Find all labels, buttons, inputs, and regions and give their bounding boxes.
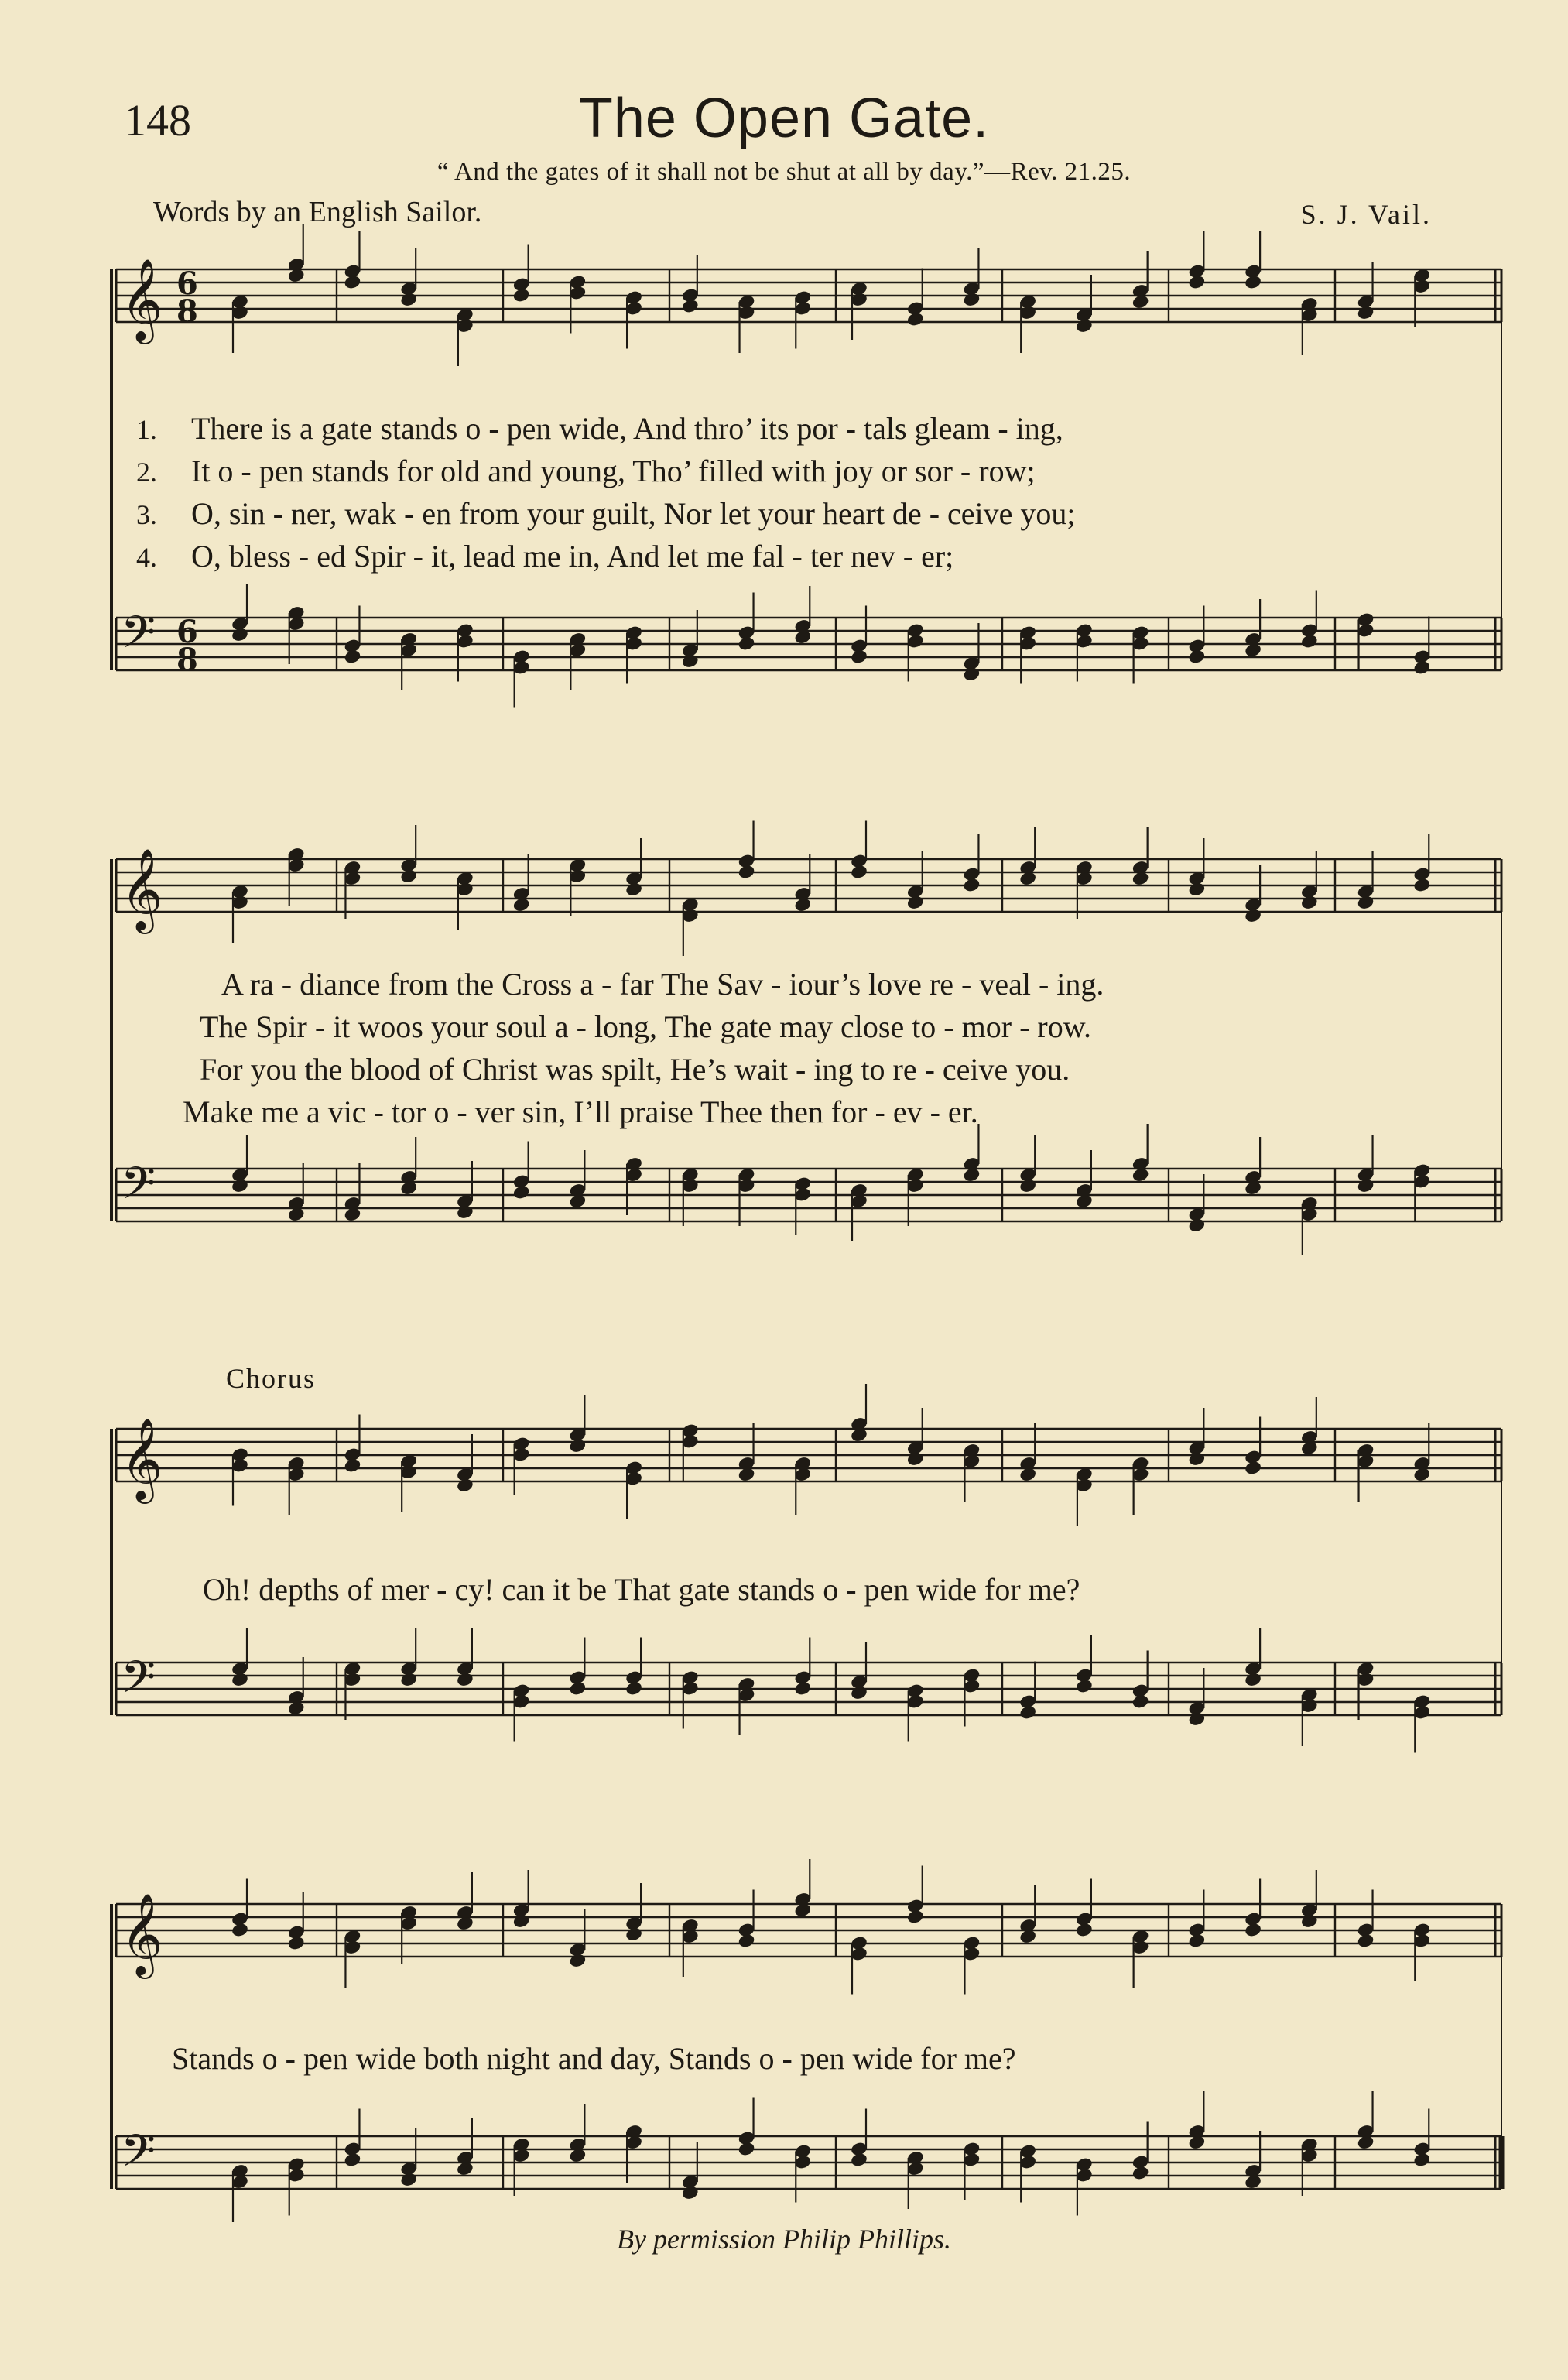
verse-number: 4. bbox=[136, 542, 157, 573]
note-head bbox=[1357, 305, 1375, 321]
note-head bbox=[1357, 895, 1375, 911]
note-head bbox=[1187, 1711, 1206, 1728]
note-head bbox=[231, 627, 249, 643]
note-head bbox=[1019, 1178, 1037, 1194]
scripture-epigraph: “ And the gates of it shall not be shut at all by day.”—Rev. 21.25. bbox=[437, 158, 1131, 186]
note-head bbox=[1244, 1672, 1262, 1688]
note-head bbox=[850, 1685, 868, 1701]
treble-clef-icon: 𝄞 bbox=[121, 258, 163, 341]
time-signature-top: 6 bbox=[176, 265, 198, 302]
bass-clef-icon: 𝄢 bbox=[121, 2125, 156, 2188]
note-head bbox=[1187, 882, 1206, 898]
note-head bbox=[1357, 1178, 1375, 1194]
note-head bbox=[456, 1478, 474, 1494]
composer-credit: S. J. Vail. bbox=[1300, 199, 1432, 230]
note-head bbox=[962, 292, 981, 308]
bass-clef-icon: 𝄢 bbox=[121, 606, 156, 669]
note-head bbox=[399, 2172, 418, 2188]
verse-3-line-1: 3. O, sin - ner, wak - en from your guilt, Nor let your heart de - ceive you; bbox=[136, 496, 1076, 531]
bass-clef-icon: 𝄢 bbox=[121, 1651, 156, 1714]
treble-clef-icon: 𝄞 bbox=[121, 1417, 163, 1500]
note-head bbox=[1300, 633, 1319, 649]
note-head bbox=[906, 311, 925, 327]
note-head bbox=[1244, 908, 1262, 924]
note-head bbox=[568, 1953, 587, 1969]
note-head bbox=[1357, 1933, 1375, 1949]
note-head bbox=[399, 868, 418, 885]
verse-1-line-1: 1. There is a gate stands o - pen wide, And thro’ its por - tals gleam - ing, bbox=[136, 411, 1063, 446]
verse-3-line-2: For you the blood of Christ was spilt, He’s wait - ing to re - ceive you. bbox=[200, 1052, 1070, 1087]
time-signature-bottom: 8 bbox=[176, 293, 198, 330]
note-head bbox=[1075, 1678, 1094, 1694]
time-signature-bottom: 8 bbox=[176, 642, 198, 678]
note-head bbox=[568, 1438, 587, 1454]
permission-credit: By permission Philip Phillips. bbox=[617, 2224, 951, 2255]
verse-1-line-2: A ra - diance from the Cross a - far The Sav - iour’s love re - veal - ing. bbox=[221, 967, 1104, 1002]
chorus-line-2: Stands o - pen wide both night and day, Stands o - pen wide for me? bbox=[172, 2041, 1016, 2076]
note-head bbox=[625, 882, 643, 898]
note-head bbox=[399, 292, 418, 308]
note-head bbox=[1187, 1933, 1206, 1949]
verse-4-line-2: Make me a vic - tor o - ver sin, I’ll praise Thee then for - ev - er. bbox=[183, 1094, 978, 1129]
note-head bbox=[850, 2152, 868, 2168]
verse-number: 2. bbox=[136, 457, 157, 488]
time-signature-top: 6 bbox=[176, 614, 198, 650]
verse-number: 1. bbox=[136, 414, 157, 445]
verse-2-line-2: The Spir - it woos your soul a - long, The gate may close to - mor - row. bbox=[200, 1009, 1091, 1044]
note-head bbox=[681, 653, 700, 669]
note-head bbox=[625, 1926, 643, 1943]
note-head bbox=[456, 1672, 474, 1688]
note-head bbox=[681, 2185, 700, 2201]
note-head bbox=[1300, 1913, 1319, 1930]
note-head bbox=[1075, 318, 1094, 334]
treble-clef-icon: 𝄞 bbox=[121, 848, 163, 930]
note-head bbox=[681, 298, 700, 314]
note-head bbox=[512, 1184, 531, 1200]
note-head bbox=[343, 2152, 361, 2168]
note-head bbox=[906, 1451, 925, 1467]
note-head bbox=[343, 1457, 361, 1474]
hymn-title: The Open Gate. bbox=[578, 87, 990, 149]
note-head bbox=[456, 1204, 474, 1221]
note-head bbox=[399, 1672, 418, 1688]
verse-number: 3. bbox=[136, 499, 157, 530]
verse-2-line-1: 2. It o - pen stands for old and young, Tho’ filled with joy or sor - row; bbox=[136, 454, 1036, 488]
page-number: 148 bbox=[124, 95, 191, 146]
note-head bbox=[1300, 895, 1319, 911]
note-head bbox=[1131, 2165, 1150, 2181]
note-head bbox=[906, 895, 925, 911]
note-head bbox=[738, 1933, 756, 1949]
words-credit: Words by an English Sailor. bbox=[153, 196, 482, 228]
note-head bbox=[231, 1672, 249, 1688]
bass-clef-icon: 𝄢 bbox=[121, 1157, 156, 1221]
chorus-label: Chorus bbox=[226, 1363, 317, 1394]
treble-clef-icon: 𝄞 bbox=[121, 1892, 163, 1975]
note-head bbox=[1019, 1704, 1037, 1721]
note-head bbox=[1412, 2152, 1431, 2168]
note-head bbox=[512, 1913, 531, 1930]
note-head bbox=[1187, 1217, 1206, 1234]
note-head bbox=[1412, 659, 1431, 676]
note-head bbox=[962, 666, 981, 683]
verse-4-line-1: 4. O, bless - ed Spir - it, lead me in, And let me fal - ter nev - er; bbox=[136, 539, 954, 574]
note-head bbox=[231, 1178, 249, 1194]
note-head bbox=[1187, 1451, 1206, 1467]
chorus-line-1: Oh! depths of mer - cy! can it be That gate stands o - pen wide for me? bbox=[203, 1572, 1080, 1607]
